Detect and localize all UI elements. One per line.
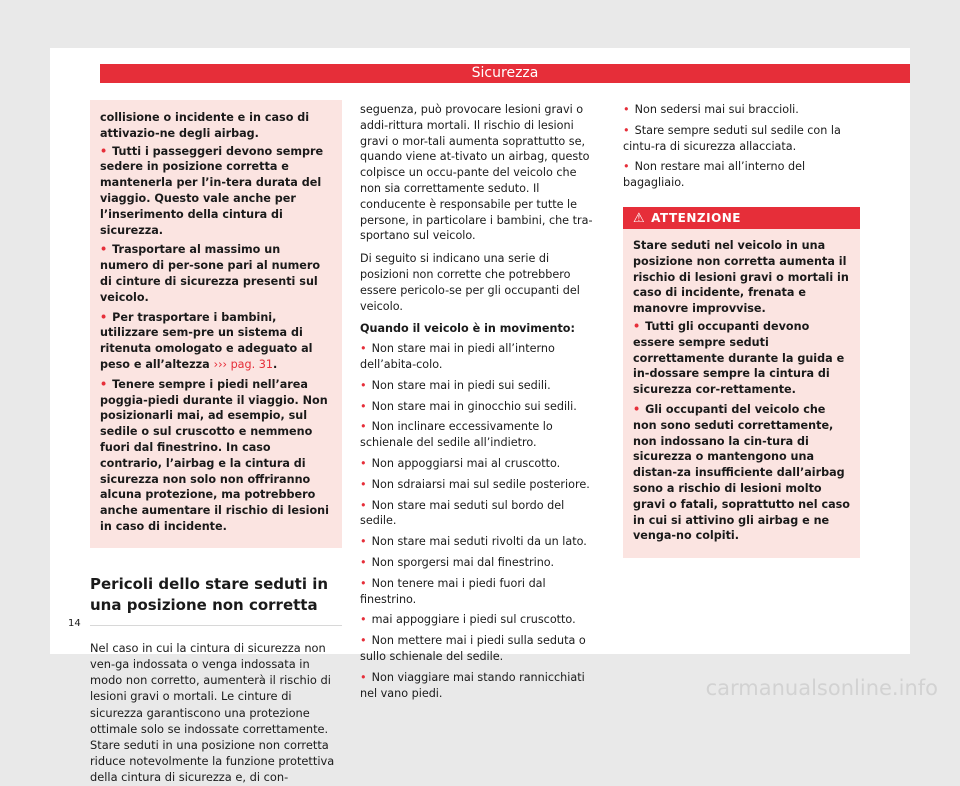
- page-number: 14: [68, 618, 81, 629]
- bullet-icon: •: [360, 342, 367, 356]
- list-item: • Non restare mai all’interno del bagagliaio.: [623, 160, 806, 190]
- bullet-icon: •: [360, 477, 367, 491]
- bullet-icon: •: [360, 399, 367, 413]
- bullet-icon: •: [100, 377, 108, 391]
- warning-item: • Gli occupanti del veicolo che non sono seduti correttamente, non indossano la cin-tura di sicurezza o mantengono una distan-za insufficiente dall’airbag sono a rischio di lesioni molto gravi o fatali, soprattutto nel caso in cui si attivino gli airbag e ne venga-no colpiti.: [633, 402, 850, 543]
- warning-title: ATTENZIONE: [651, 210, 742, 225]
- bullet-icon: •: [633, 402, 641, 416]
- bullet-icon: •: [623, 123, 630, 137]
- bullet-icon: •: [100, 144, 108, 158]
- warning-continuation-box: [90, 100, 342, 548]
- warning-item: • Tutti gli occupanti devono essere sempre seduti correttamente durante la guida e in-dossare sempre la cintura di sicurezza cor-rettamente.: [633, 319, 845, 397]
- column-2: [360, 102, 600, 706]
- list-item: • mai appoggiare i piedi sul cruscotto.: [360, 613, 576, 627]
- list-item: • Stare sempre seduti sul sedile con la cintu-ra di sicurezza allacciata.: [623, 123, 841, 153]
- bullet-icon: •: [623, 160, 630, 174]
- bullet-icon: •: [360, 420, 367, 434]
- warning-item: • Tenere sempre i piedi nell’area poggia-piedi durante il viaggio. Non posizionarli mai, ad esempio, sul sedile o sul cruscotto e nemmeno fuori dal finestrino. In caso contrario, l’airbag e la cintura di sicurezza non solo non offriranno alcuna protezione, ma potrebbero anche aumentare il rischio di lesioni in caso di incidente.: [100, 377, 329, 533]
- warning-lead: collisione o incidente e in caso di attivazio-ne degli airbag.: [100, 111, 310, 140]
- page-link[interactable]: ››› pag. 31: [213, 357, 273, 371]
- warning-box: [623, 229, 860, 558]
- bullet-icon: •: [360, 670, 367, 684]
- list-item: • Non viaggiare mai stando rannicchiati nel vano piedi.: [360, 670, 585, 700]
- list-item: • Non sporgersi mai dal finestrino.: [360, 555, 555, 569]
- warning-triangle-icon: ⚠: [633, 210, 646, 226]
- bullet-icon: •: [360, 456, 367, 470]
- watermark: carmanualsonline.info: [705, 676, 938, 700]
- warning-title-bar: [623, 207, 860, 229]
- list-item: • Non stare mai in ginocchio sui sedili.: [360, 399, 577, 413]
- bullet-icon: •: [100, 310, 108, 324]
- column-3: [623, 102, 860, 558]
- section-header: Sicurezza: [100, 64, 910, 83]
- warning-lead: Stare seduti nel veicolo in una posizione non corretta aumenta il rischio di lesioni gravi o mortali in caso di incidente, frenata e manovre improvvise.: [633, 238, 849, 316]
- bullet-icon: •: [633, 319, 641, 333]
- list-item: • Non stare mai seduti rivolti da un lato.: [360, 535, 587, 549]
- column-1: [90, 100, 342, 786]
- bullet-icon: •: [360, 576, 367, 590]
- bullet-icon: •: [360, 535, 367, 549]
- list-item: • Non stare mai seduti sul bordo del sedile.: [360, 498, 565, 528]
- bullet-icon: •: [360, 555, 367, 569]
- bullet-icon: •: [360, 613, 367, 627]
- body-paragraph: Di seguito si indicano una serie di posizioni non corrette che potrebbero essere pericolo-se per gli occupanti del veicolo.: [360, 252, 580, 313]
- bullet-icon: •: [100, 243, 108, 257]
- bullet-icon: •: [360, 378, 367, 392]
- subheading: Quando il veicolo è in movimento:: [360, 322, 575, 336]
- bullet-icon: •: [623, 103, 630, 116]
- warning-item: • Tutti i passeggeri devono sempre sedere in posizione corretta e mantenerla per l’in-tera durata del viaggio. Questo vale anche per l’inserimento della cintura di sicurezza.: [100, 144, 324, 237]
- list-item: • Non sedersi mai sui braccioli.: [623, 103, 799, 116]
- body-paragraph: Nel caso in cui la cintura di sicurezza non ven-ga indossata o venga indossata in modo non corretto, aumenterà il rischio di lesioni gravi o mortali. Le cinture di sicurezza garantiscono una protezione ottimale solo se indossate correttamente. Stare seduti in una posizione non corretta riduce notevolmente la funzione protettiva della cintura di sicurezza e, di con-: [90, 640, 335, 785]
- body-paragraph: seguenza, può provocare lesioni gravi o addi-rittura mortali. Il rischio di lesioni gravi o mor-tali aumenta soprattutto se, quando viene at-tivato un airbag, questo colpisce un occu-pante del veicolo che non sia correttamente seduto. Il conducente è responsabile per tutte le persone, in particolare i bambini, che tra-sportano sul veicolo.: [360, 103, 593, 243]
- list-item: • Non stare mai in piedi all’interno dell’abita-colo.: [360, 342, 555, 371]
- list-item: • Non appoggiarsi mai al cruscotto.: [360, 456, 561, 470]
- list-item: • Non tenere mai i piedi fuori dal finestrino.: [360, 576, 546, 606]
- list-item: • Non sdraiarsi mai sul sedile posteriore.: [360, 477, 590, 491]
- warning-item: • Trasportare al massimo un numero di per-sone pari al numero di cinture di sicurezza presenti sul veicolo.: [100, 243, 321, 304]
- warning-item: • Per trasportare i bambini, utilizzare sem-pre un sistema di ritenuta omologato e adeguato al peso e all’altezza ››› pag. 31.: [100, 310, 313, 371]
- list-item: • Non stare mai in piedi sui sedili.: [360, 378, 551, 392]
- section-title: Pericoli dello stare seduti in una posizione non corretta: [90, 574, 342, 626]
- list-item: • Non inclinare eccessivamente lo schienale del sedile all’indietro.: [360, 420, 553, 450]
- bullet-icon: •: [360, 634, 367, 648]
- bullet-icon: •: [360, 498, 367, 512]
- list-item: • Non mettere mai i piedi sulla seduta o sullo schienale del sedile.: [360, 634, 586, 663]
